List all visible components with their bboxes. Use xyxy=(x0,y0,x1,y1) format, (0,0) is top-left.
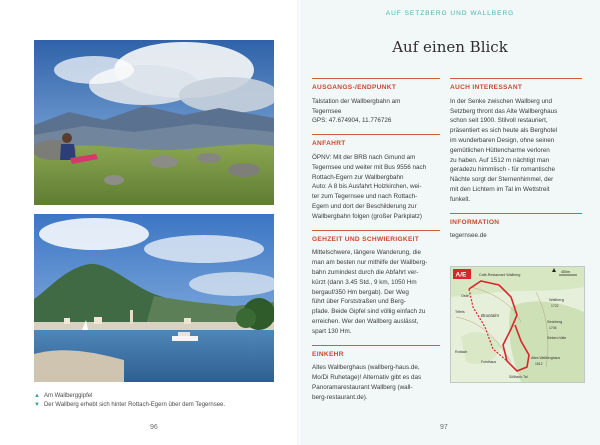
map-scale-label: 450m xyxy=(561,270,570,274)
section-body-arrival: ÖPNV: Mit der BRB nach Gmund am Tegernsee und weiter mit Bus 9556 nach Rottach-Egern zur Wallbergbahn Auto: A 8 bis Ausfahrt Holzkirchen, wei- ter zum Tegernsee und nach Rottach- Egern und dort der Beschilderung zur Wallbergbahn folgen (großer Parkplatz) xyxy=(312,153,427,220)
info-link[interactable]: tegernsee.de xyxy=(450,232,487,240)
section-body-info xyxy=(450,231,582,241)
section-body-start: Talstation der Wallbergbahn am Tegernsee GPS: 47.674904, 11.776726 xyxy=(312,97,401,125)
map-label-hut: Sieben-hütte xyxy=(547,336,567,340)
section-body-duration: Mittelschwere, längere Wanderung, die man am besten nur mithilfe der Wallberg- bahn zumindest durch die Abfahrt ver- kürzt (dann 3.45 Std., 9 km, 1050 Hm bergauf/350 Hm bergab). Der Weg führt über Forststraßen und Berg- pfade. Beide Gipfel sind völlig einfach zu erreichen. Wer den Wallberg auslässt, spart 130 Hm. xyxy=(312,249,428,335)
map-label-forst: Forsthaus xyxy=(481,360,497,364)
page-number-left: 96 xyxy=(150,424,158,431)
triangle-up-icon: ▲ xyxy=(34,393,40,399)
caption-bottom: ▼ Der Wallberg erhebt sich hinter Rottach-Egern über dem Tegernsee. xyxy=(34,402,226,408)
photo-tegernsee-lake xyxy=(34,214,274,382)
map-label-setzberg: Setzberg xyxy=(547,320,563,324)
section-body-interest: In der Senke zwischen Wallberg und Setzberg thront das Alte Wallberghaus schon seit 1900. Stilvoll restauriert, präsentiert es sich heute als Berghotel im wunderbaren Design, ohne seinen gemütlichen Hüttencharme verloren zu haben. Auf 1512 m nächtigt man geradezu himmlisch - für romantische Nächte sorgt der Sternenhimmel, der mit den Lichtern im Tal im Wettstreit funkelt. xyxy=(450,97,558,203)
map-label-top-hut: Café-Restaurant Wallberg xyxy=(479,273,521,277)
section-heading-info: INFORMATION xyxy=(450,213,582,228)
photo-wallberg-summit xyxy=(34,40,274,205)
map-label-wallberg-height: 1722 xyxy=(551,304,559,308)
section-heading-stop: EINKEHR xyxy=(312,345,440,360)
map-label-old-house: Altes Wallberghaus xyxy=(531,356,561,360)
page-number-right: 97 xyxy=(440,424,448,431)
map-label-old-house-height: 1512 xyxy=(535,362,543,366)
route-map xyxy=(450,266,585,383)
info-column-right xyxy=(450,78,582,249)
section-heading-duration: GEHZEIT UND SCHWIERIGKEIT xyxy=(312,230,440,245)
map-label-alm: Bruntalm xyxy=(481,313,500,318)
page-title: Auf einen Blick xyxy=(392,38,508,56)
info-column-left xyxy=(312,78,440,411)
map-label-rottach: Rottach xyxy=(455,350,468,354)
map-label-wallberg: Wallberg xyxy=(549,298,564,302)
photo-captions xyxy=(34,392,284,410)
running-head: AUF SETZBERG UND WALLBERG xyxy=(385,10,515,17)
triangle-down-icon: ▼ xyxy=(34,402,40,408)
section-body-stop: Altes Wallberghaus (wallberg-haus.de, Mo/Di Ruhetage)! Alternativ gibt es das Panoramarestaurant Wallberg (wall- berg-restaurant.de). xyxy=(312,364,422,401)
map-label-valley: Ostin xyxy=(461,294,470,298)
section-heading-start: AUSGANGS-/ENDPUNKT xyxy=(312,78,440,93)
map-label-valley2: Söllbach-Tal xyxy=(509,375,528,379)
map-label-trifels: Trifels xyxy=(455,310,465,314)
section-heading-arrival: ANFAHRT xyxy=(312,134,440,149)
map-label-setzberg-height: 1706 xyxy=(549,326,557,330)
caption-top: ▲ Am Wallberggipfel xyxy=(34,393,93,399)
section-heading-interest: AUCH INTERESSANT xyxy=(450,78,582,93)
map-tour-badge: A/E xyxy=(455,271,467,279)
